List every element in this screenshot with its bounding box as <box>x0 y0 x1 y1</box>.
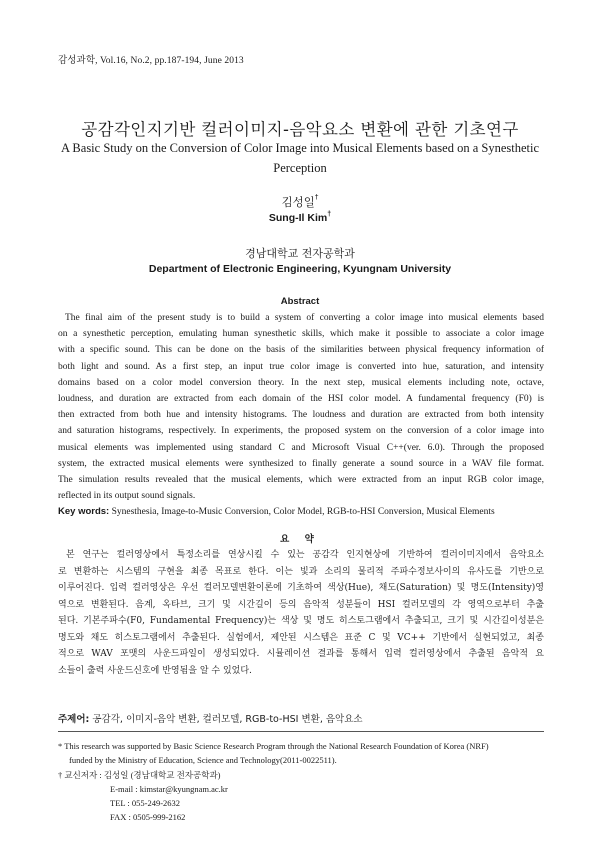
keywords <box>58 506 544 517</box>
korean-summary-line: 본 연구는 컬러영상에서 특정소리를 연상시킬 수 있는 공감각 인지현상에 기반하여 컬러이미지에서 음악요소 <box>66 550 544 560</box>
affiliation-english: Department of Electronic Engineering, Kyungnam University <box>148 263 452 275</box>
korean-summary-line: 로 변환하는 시스템의 구현을 최종 목표로 한다. 이는 빛과 소리의 물리적 주파수정보사이의 유사도를 기반으로 <box>58 566 544 577</box>
footnote-line: funded by the Ministry of Education, Science and Technology(2011-0022511). <box>69 755 337 765</box>
korean-summary-line: 명도와 채도 히스토그램에서 추출된다. 실험에서, 제안된 시스템은 표준 C 및 VC++ 기반에서 실현되었고, 최종 <box>58 632 544 643</box>
abstract-line: The final aim of the present study is to build a system of converting a color image into musical elements based <box>65 313 544 323</box>
korean-keywords-label: 주제어: <box>58 714 90 725</box>
affiliation-korean: 경남대학교 전자공학과 <box>245 247 355 260</box>
footnote-divider <box>58 731 544 732</box>
korean-keywords <box>58 711 544 725</box>
corresponding-author <box>58 768 228 824</box>
abstract-line: reflected in its output sound signals. <box>58 491 196 502</box>
abstract-line: loudness, and duration are extracted from each domain of the HSI color model. A fundamental frequency (F0) is <box>58 394 544 405</box>
abstract-line: The simulation results revealed that the musical elements, which were extracted from an input RGB color image, <box>58 475 544 486</box>
fax: FAX : 0505-999-2162 <box>110 812 186 822</box>
corresponding-mark-en: † <box>327 211 332 218</box>
author-english <box>0 212 600 224</box>
telephone: TEL : 055-249-2632 <box>110 798 181 808</box>
title-english-line-1: A Basic Study on the Conversion of Color Image into Musical Elements based on a Synesthetic <box>60 141 540 155</box>
abstract-line: on a synesthetic perception, emulating human synesthetic skills, which make it possible to associate a color image <box>58 329 544 340</box>
abstract-line: then extracted from both hue and intensity histograms. The loudness and duration are extracted from both intensity <box>58 410 544 421</box>
abstract-line: system, the extracted musical elements were synthesized to finally generate a sound source in a WAV file format. <box>58 458 544 469</box>
abstract-line: and saturation histograms, respectively. In experiments, the proposed system on the conversion of a color image into <box>58 426 544 437</box>
korean-summary-heading: 요 약 <box>280 534 320 545</box>
korean-summary-line: 소들이 출력 사운드신호에 반영됨을 알 수 있었다. <box>58 665 252 676</box>
abstract-line: musical elements was implemented using standard C and Microsoft Visual C++(ver. 6.0). Through the proposed <box>58 442 544 453</box>
email: E-mail : kimstar@kyungnam.ac.kr <box>110 784 228 794</box>
corresponding-author-line: † 교신저자 : 김성일 (경남대학교 전자공학과) <box>58 770 221 780</box>
author-korean <box>0 194 600 210</box>
funding-footnote <box>58 739 548 767</box>
footnote-line: * This research was supported by Basic Science Research Program through the National Research Foundation of Korea (NRF) <box>58 741 489 751</box>
author-korean-name: 김성일 <box>281 195 315 209</box>
author-english-name: Sung-Il Kim <box>268 212 328 224</box>
running-head: 감성과학, Vol.16, No.2, pp.187-194, June 2013 <box>58 56 244 66</box>
korean-summary-body <box>58 547 544 679</box>
abstract-line: domains based on a color model conversion theory. In the next step, musical elements including note, octave, <box>58 377 544 388</box>
abstract-body <box>58 310 544 504</box>
keywords-label: Key words: <box>58 506 110 517</box>
corresponding-mark: † <box>314 193 319 201</box>
abstract-heading: Abstract <box>280 296 320 307</box>
korean-summary-line: 적으로 WAV 포맷의 사운드파일이 생성되었다. 시뮬레이션 결과를 통해서 입력 컬러영상에서 추출된 음악적 요 <box>58 649 544 659</box>
title-korean: 공감각인지기반 컬러이미지-음악요소 변환에 관한 기초연구 <box>81 120 519 139</box>
korean-summary-line: 역으로 변환된다. 음계, 옥타브, 크기 및 시간길이 등의 음악적 성분들이 HSI 컬러모델의 각 영역으로부터 추출 <box>58 599 544 610</box>
keywords-text: Synesthesia, Image-to-Music Conversion, Color Model, RGB-to-HSI Conversion, Musical Elements <box>111 507 495 517</box>
title-english <box>40 138 560 178</box>
title-english-line-2: Perception <box>273 161 327 175</box>
korean-keywords-text: 공감각, 이미지-음악 변환, 컬러모델, RGB-to-HSI 변환, 음악요소 <box>92 714 363 725</box>
korean-summary-line: 이루어진다. 입력 컬러영상은 우선 컬러모델변환이론에 기초하여 색상(Hue), 채도(Saturation) 및 명도(Intensity)영 <box>58 583 544 593</box>
korean-summary-line: 된다. 기본주파수(F0, Fundamental Frequency)는 색상 및 명도 히스토그램에서 추출되고, 크기 및 시간길이성분은 <box>58 616 544 626</box>
abstract-line: with a specific sound. This can be done on the basis of the similarities between physical frequency information of <box>58 345 544 356</box>
abstract-line: both light and sound. As a first step, an input true color image is converted into hue, saturation, and intensity <box>58 361 544 372</box>
